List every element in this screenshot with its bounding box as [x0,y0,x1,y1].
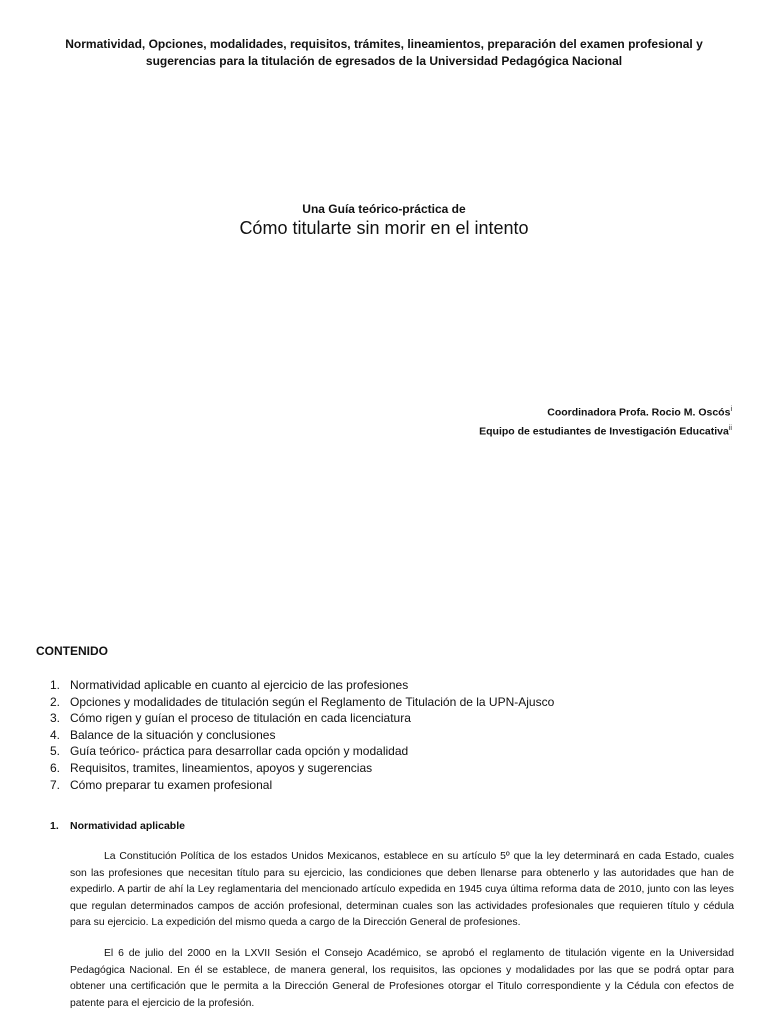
item-number: 5. [50,744,61,759]
item-label: Guía teórico- práctica para desarrollar cada opción y modalidad [70,744,409,759]
item-label: Opciones y modalidades de titulación según el Reglamento de Titulación de la UPN-Ajusco [70,694,555,709]
item-label: Balance de la situación y conclusiones [70,727,276,742]
team-line [479,421,732,440]
document-header [40,36,728,70]
item-number: 7. [50,777,61,792]
section-number: 1. [50,820,59,832]
contents-item [50,694,554,711]
coordinator-line [479,402,732,421]
authors-block [479,402,732,439]
item-number: 3. [50,711,61,726]
header-line-2: sugerencias para la titulación de egresados de la Universidad Pedagógica Nacional [145,54,623,68]
item-label: Requisitos, tramites, lineamientos, apoyos y sugerencias [70,760,373,775]
item-label: Cómo rigen y guían el proceso de titulación en cada licenciatura [70,711,411,726]
contents-heading: CONTENIDO [36,644,108,658]
contents-list [50,677,554,793]
contents-item [50,710,554,727]
body-paragraph: La Constitución Política de los estados Unidos Mexicanos, establece en su artículo 5º que la ley determinará en cada Estado, cuales son las profesiones que necesitan título para su ejercicio, las condiciones que deben llenarse para obtenerlo y las autoridades que han de expedirlo. A partir de ahí la Ley reglamentaria del mencionado artículo expedida en 1945 cuya última reforma data de 2010, junto con las leyes que regulan determinados campos de acción profesional, determinan cuales son las actividades profesionales que requieren título y cédula para su ejercicio. La expedición del mismo queda a cargo de la Dirección General de profesiones. [70,851,734,929]
item-number: 2. [50,694,61,709]
section-heading [50,820,185,832]
section-title: Normatividad aplicable [70,820,185,832]
contents-item [50,677,554,694]
contents-item [50,760,554,777]
coordinator-text: Coordinadora Profa. Rocio M. Oscós [547,406,731,419]
footnote-ref-i[interactable]: i [730,406,732,413]
item-label: Cómo preparar tu examen profesional [70,777,273,792]
header-line-1: Normatividad, Opciones, modalidades, requisitos, trámites, lineamientos, preparación del examen profesional y [65,37,703,51]
guide-subtitle: Una Guía teórico-práctica de [302,202,466,216]
item-number: 1. [50,678,61,692]
team-text: Equipo de estudiantes de Investigación Educativa [479,425,729,437]
item-label: Normatividad aplicable en cuanto al ejercicio de las profesiones [70,678,409,692]
guide-title: Cómo titularte sin morir en el intento [239,218,529,238]
footnote-ref-ii[interactable]: ii [728,424,732,432]
item-number: 6. [50,760,61,775]
contents-item [50,777,554,794]
item-number: 4. [50,727,61,742]
contents-item [50,727,554,744]
contents-item [50,743,554,760]
body-paragraph: El 6 de julio del 2000 en la LXVII Sesión el Consejo Académico, se aprobó el reglamento de titulación vigente en la Universidad Pedagógica Nacional. En él se establece, de manera general, los requisitos, las opciones y modalidades por las que se podrá optar para obtener una certificación que le permita a la Dirección General de Profesiones otorgar el Titulo correspondiente y la Cédula con efectos de patente para el ejercicio de la profesión. [70,948,734,1009]
